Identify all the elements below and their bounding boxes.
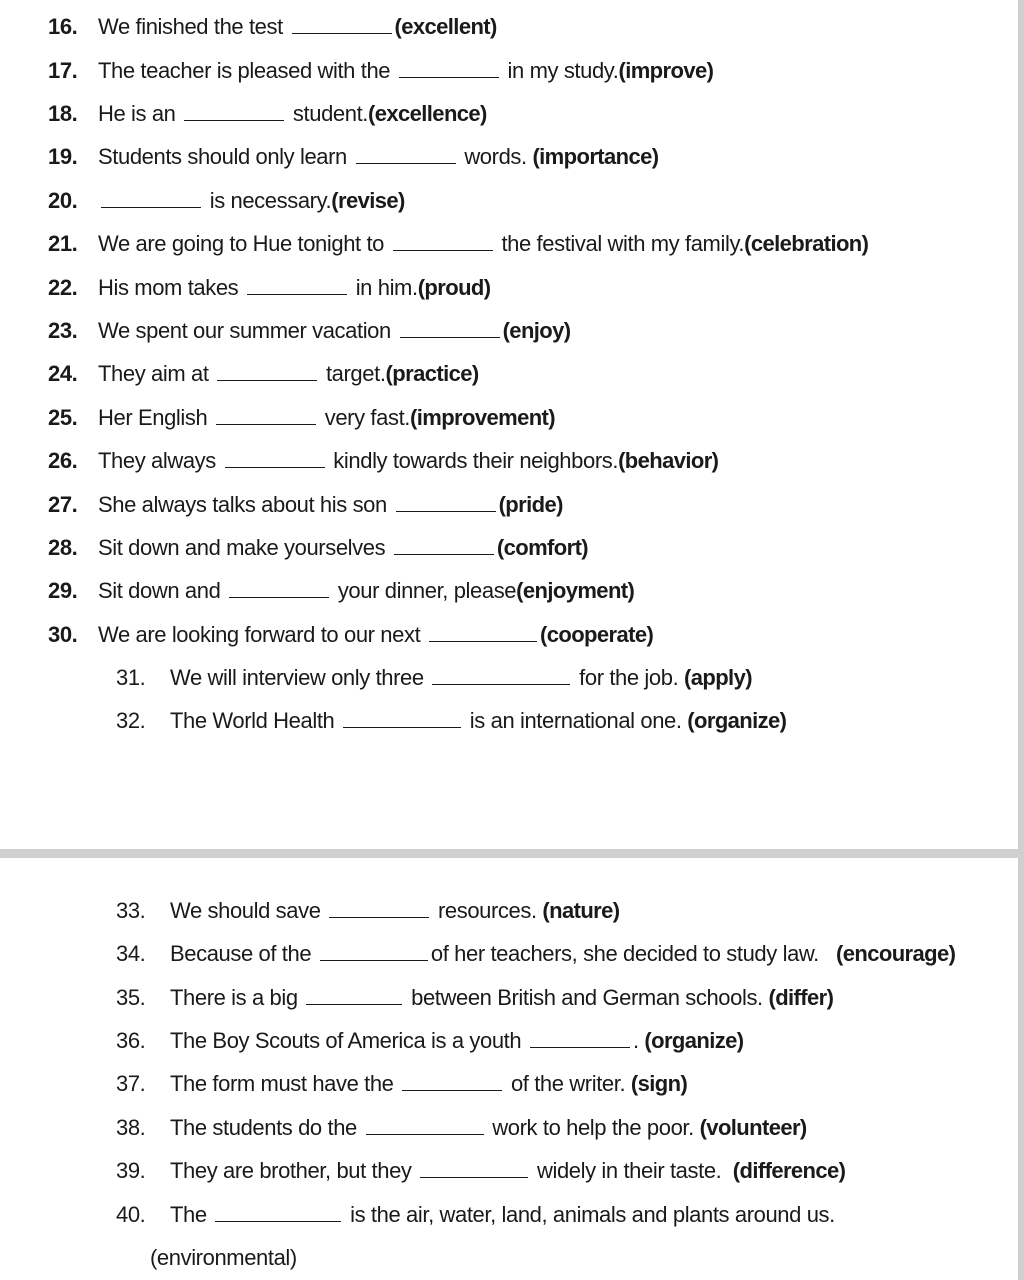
answer-blank[interactable]	[215, 1201, 341, 1222]
item-number: 34.	[116, 941, 146, 966]
sentence-end: widely in their taste.	[531, 1158, 733, 1183]
exercise-item	[48, 186, 405, 216]
item-number: 30.	[48, 622, 78, 647]
exercise-item	[48, 99, 487, 129]
item-number: 39.	[116, 1158, 146, 1183]
sentence-start: The form must have the	[170, 1071, 400, 1096]
word-hint: (encourage)	[836, 941, 956, 966]
sentence-start: Sit down and	[98, 578, 227, 603]
sentence-start: They aim at	[98, 361, 215, 386]
sentence	[170, 939, 955, 969]
word-hint: (comfort)	[496, 535, 589, 560]
word-hint: (environmental)	[150, 1245, 297, 1270]
sentence	[98, 12, 497, 42]
answer-blank[interactable]	[247, 274, 347, 295]
answer-blank[interactable]	[432, 664, 570, 685]
sentence-end: work to help the poor.	[486, 1115, 700, 1140]
sentence	[98, 403, 555, 433]
item-number: 21.	[48, 231, 78, 256]
word-hint: (revise)	[331, 188, 405, 213]
sentence-start: The Boy Scouts of America is a youth	[170, 1028, 527, 1053]
exercise-item	[48, 316, 571, 346]
answer-blank[interactable]	[356, 143, 456, 164]
exercise-item	[116, 1069, 688, 1099]
word-hint: (cooperate)	[540, 622, 654, 647]
item-number: 29.	[48, 578, 78, 603]
answer-blank[interactable]	[184, 100, 284, 121]
exercise-item	[116, 939, 956, 969]
sentence-end: words.	[458, 144, 533, 169]
sentence	[98, 56, 713, 86]
item-number: 38.	[116, 1115, 146, 1140]
sentence	[170, 1069, 687, 1099]
sentence	[170, 1026, 744, 1056]
sentence-end: in him.	[349, 275, 418, 300]
answer-blank[interactable]	[400, 317, 500, 338]
sentence-start: The teacher is pleased with the	[98, 58, 396, 83]
word-hint: (improvement)	[410, 405, 555, 430]
word-hint: (celebration)	[744, 231, 869, 256]
exercise-item	[116, 1200, 835, 1230]
sentence-start: We are looking forward to our next	[98, 622, 426, 647]
sentence-start: There is a big	[170, 985, 304, 1010]
item-number: 33.	[116, 898, 146, 923]
item-number: 20.	[48, 188, 78, 213]
exercise-item	[48, 403, 555, 433]
item-number: 26.	[48, 448, 78, 473]
answer-blank[interactable]	[101, 187, 201, 208]
sentence-end: between British and German schools.	[405, 985, 769, 1010]
sentence-start: His mom takes	[98, 275, 244, 300]
item-number: 40.	[116, 1202, 146, 1227]
sentence-end: of her teachers, she decided to study law.	[430, 941, 837, 966]
sentence	[98, 273, 490, 303]
word-hint: (nature)	[542, 898, 620, 923]
exercise-item	[48, 273, 491, 303]
word-hint: (enjoyment)	[516, 578, 635, 603]
answer-blank[interactable]	[366, 1114, 484, 1135]
exercise-item	[48, 446, 719, 476]
exercise-item	[48, 56, 714, 86]
sentence	[170, 983, 833, 1013]
sentence	[98, 186, 405, 216]
sentence-end: for the job.	[573, 665, 685, 690]
page-edge	[1018, 0, 1024, 1280]
sentence	[98, 576, 634, 606]
sentence-start: We are going to Hue tonight to	[98, 231, 390, 256]
sentence-start: They are brother, but they	[170, 1158, 418, 1183]
item-number: 24.	[48, 361, 78, 386]
item-number: 28.	[48, 535, 78, 560]
word-hint: (differ)	[768, 985, 834, 1010]
exercise-item	[116, 983, 834, 1013]
page-separator	[0, 849, 1024, 858]
word-hint: (organize)	[687, 708, 787, 733]
sentence	[170, 1113, 807, 1143]
sentence-end: your dinner, please	[332, 578, 517, 603]
sentence-end: is an international one.	[464, 708, 688, 733]
word-hint: (excellent)	[394, 14, 497, 39]
sentence-start: He is an	[98, 101, 182, 126]
word-hint: (volunteer)	[699, 1115, 807, 1140]
answer-blank[interactable]	[394, 534, 494, 555]
sentence-end: .	[632, 1028, 645, 1053]
item-number: 17.	[48, 58, 78, 83]
sentence	[98, 620, 653, 650]
item-number: 27.	[48, 492, 78, 517]
sentence	[170, 896, 619, 926]
answer-blank[interactable]	[225, 447, 325, 468]
sentence-start: We spent our summer vacation	[98, 318, 397, 343]
item-40-continuation	[150, 1243, 297, 1273]
word-hint: (behavior)	[618, 448, 719, 473]
answer-blank[interactable]	[216, 404, 316, 425]
exercise-item	[116, 1026, 744, 1056]
word-hint: (improve)	[618, 58, 714, 83]
exercise-item	[116, 1156, 846, 1186]
exercise-item	[48, 490, 563, 520]
exercise-item	[48, 12, 497, 42]
item-number: 31.	[116, 665, 146, 690]
sentence	[98, 229, 868, 259]
answer-blank[interactable]	[343, 707, 461, 728]
sentence	[98, 533, 588, 563]
item-number: 22.	[48, 275, 78, 300]
word-hint: (apply)	[684, 665, 752, 690]
word-hint: (practice)	[385, 361, 479, 386]
item-number: 35.	[116, 985, 146, 1010]
sentence-end: is the air, water, land, animals and plants around us.	[344, 1202, 835, 1227]
word-hint: (sign)	[630, 1071, 688, 1096]
sentence-end: the festival with my family.	[495, 231, 745, 256]
item-number: 23.	[48, 318, 78, 343]
word-hint: (enjoy)	[502, 318, 571, 343]
item-number: 37.	[116, 1071, 146, 1096]
answer-blank[interactable]	[217, 360, 317, 381]
sentence-start: Because of the	[170, 941, 317, 966]
exercise-item	[48, 359, 479, 389]
answer-blank[interactable]	[329, 897, 429, 918]
exercise-item	[116, 1113, 807, 1143]
sentence	[98, 490, 563, 520]
answer-blank[interactable]	[420, 1157, 528, 1178]
sentence-start: The students do the	[170, 1115, 363, 1140]
sentence	[170, 706, 786, 736]
sentence-start: Students should only learn	[98, 144, 353, 169]
answer-blank[interactable]	[393, 230, 493, 251]
item-number: 36.	[116, 1028, 146, 1053]
sentence	[98, 316, 571, 346]
sentence-end: student.	[287, 101, 369, 126]
sentence	[98, 142, 658, 172]
sentence-end: is necessary.	[204, 188, 332, 213]
sentence	[170, 1156, 845, 1186]
word-hint: (proud)	[417, 275, 491, 300]
word-hint: (importance)	[532, 144, 659, 169]
exercise-item	[48, 576, 635, 606]
sentence-end: kindly towards their neighbors.	[327, 448, 619, 473]
sentence-start: Her English	[98, 405, 214, 430]
sentence-start: We will interview only three	[170, 665, 430, 690]
word-hint: (organize)	[644, 1028, 744, 1053]
item-number: 25.	[48, 405, 78, 430]
answer-blank[interactable]	[429, 621, 537, 642]
exercise-item	[116, 896, 620, 926]
answer-blank[interactable]	[320, 940, 428, 961]
sentence-start: They always	[98, 448, 222, 473]
sentence	[98, 446, 718, 476]
sentence-end: very fast.	[319, 405, 410, 430]
item-number: 18.	[48, 101, 78, 126]
exercise-item	[116, 706, 787, 736]
sentence	[98, 359, 479, 389]
sentence-start: Sit down and make yourselves	[98, 535, 391, 560]
sentence-end: of the writer.	[505, 1071, 631, 1096]
exercise-item	[48, 533, 589, 563]
sentence-end: resources.	[432, 898, 543, 923]
sentence-start: The	[170, 1202, 213, 1227]
sentence	[98, 99, 487, 129]
answer-blank[interactable]	[292, 13, 392, 34]
answer-blank[interactable]	[399, 57, 499, 78]
sentence	[170, 663, 752, 693]
exercise-item	[48, 142, 659, 172]
exercise-item	[116, 663, 752, 693]
sentence	[170, 1200, 835, 1230]
answer-blank[interactable]	[306, 984, 402, 1005]
answer-blank[interactable]	[229, 577, 329, 598]
word-hint: (difference)	[732, 1158, 846, 1183]
answer-blank[interactable]	[396, 491, 496, 512]
sentence-start: The World Health	[170, 708, 341, 733]
sentence-start: We finished the test	[98, 14, 289, 39]
sentence-end: target.	[320, 361, 386, 386]
exercise-item	[48, 620, 654, 650]
sentence-start: We should save	[170, 898, 327, 923]
exercise-item	[48, 229, 869, 259]
word-hint: (excellence)	[368, 101, 487, 126]
item-number: 19.	[48, 144, 78, 169]
item-number: 32.	[116, 708, 146, 733]
sentence-end: in my study.	[501, 58, 619, 83]
word-hint: (pride)	[498, 492, 563, 517]
sentence-start: She always talks about his son	[98, 492, 393, 517]
answer-blank[interactable]	[530, 1027, 630, 1048]
item-number: 16.	[48, 14, 78, 39]
answer-blank[interactable]	[402, 1070, 502, 1091]
